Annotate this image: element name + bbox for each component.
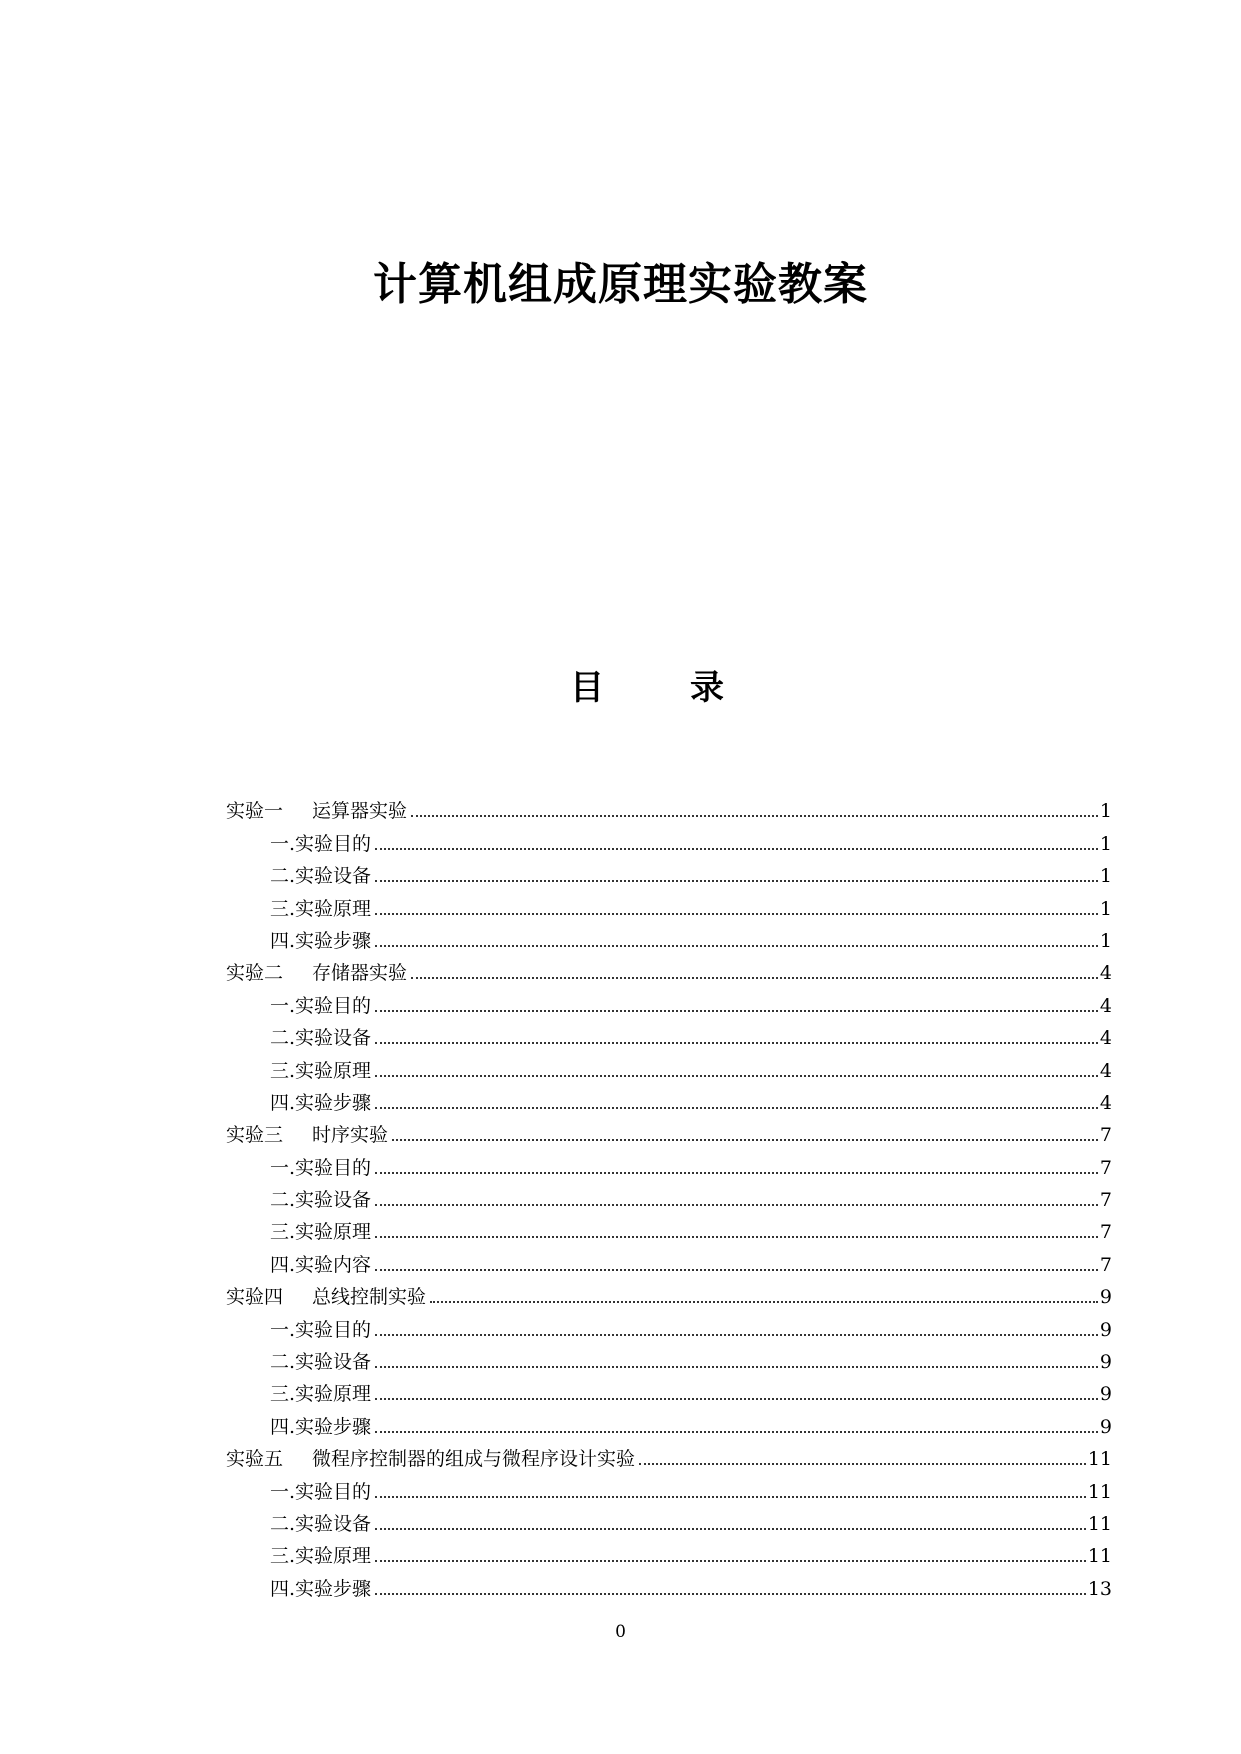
toc-entry-title: 四.实验步骤 — [270, 929, 372, 952]
toc-chapter-entry[interactable] — [226, 1114, 1112, 1146]
toc-page-number: 4 — [1099, 1091, 1112, 1114]
toc-entry-label — [270, 1319, 371, 1341]
toc-section-entry[interactable] — [226, 1017, 1112, 1049]
toc-section-entry[interactable] — [226, 1405, 1112, 1437]
toc-entry-label — [270, 1513, 371, 1535]
toc-entry-label — [270, 1157, 371, 1179]
toc-entry-title: 三.实验原理 — [270, 897, 372, 920]
toc-page-number: 4 — [1099, 1027, 1112, 1050]
toc-entry-title: 二.实验设备 — [270, 865, 372, 888]
toc-page-number: 7 — [1099, 1189, 1112, 1212]
toc-entry-label — [270, 1092, 371, 1114]
toc-entry-label — [226, 1448, 635, 1470]
table-of-contents — [226, 790, 1112, 1600]
toc-entry-label — [270, 1481, 371, 1503]
toc-chapter-entry[interactable] — [226, 790, 1112, 822]
toc-dot-leader — [375, 1041, 1098, 1044]
toc-page-number: 11 — [1087, 1448, 1112, 1471]
toc-entry-title: 总线控制实验 — [312, 1286, 427, 1309]
toc-entry-label — [270, 1383, 371, 1405]
toc-page-number: 1 — [1099, 929, 1112, 952]
toc-dot-leader — [375, 1333, 1098, 1336]
toc-entry-title: 时序实验 — [312, 1124, 389, 1147]
toc-page-number: 1 — [1099, 865, 1112, 888]
toc-page-number: 1 — [1099, 897, 1112, 920]
toc-heading-char-1: 目 — [570, 668, 604, 708]
toc-entry-title: 三.实验原理 — [270, 1059, 372, 1082]
toc-section-entry[interactable] — [226, 1211, 1112, 1243]
toc-entry-label — [226, 1286, 426, 1308]
toc-dot-leader — [411, 814, 1098, 817]
toc-entry-title: 一.实验目的 — [270, 1480, 372, 1503]
toc-section-entry[interactable] — [226, 1535, 1112, 1567]
toc-dot-leader — [375, 1203, 1098, 1206]
toc-page-number: 11 — [1087, 1512, 1112, 1535]
toc-section-entry[interactable] — [226, 1049, 1112, 1081]
toc-entry-label — [270, 995, 371, 1017]
document-title: 计算机组成原理实验教案 — [373, 259, 868, 310]
toc-section-entry[interactable] — [226, 1146, 1112, 1178]
toc-entry-label — [226, 962, 407, 984]
toc-section-entry[interactable] — [226, 1179, 1112, 1211]
toc-entry-title: 四.实验内容 — [270, 1253, 372, 1276]
toc-entry-title: 一.实验目的 — [270, 994, 372, 1017]
toc-dot-leader — [375, 1106, 1098, 1109]
toc-dot-leader — [375, 1365, 1098, 1368]
toc-dot-leader — [375, 1009, 1098, 1012]
toc-section-entry[interactable] — [226, 984, 1112, 1016]
toc-dot-leader — [375, 1268, 1098, 1271]
toc-entry-title: 三.实验原理 — [270, 1545, 372, 1568]
toc-dot-leader — [392, 1138, 1098, 1141]
toc-entry-label — [270, 898, 371, 920]
toc-entry-title: 一.实验目的 — [270, 1318, 372, 1341]
toc-entry-label — [226, 1124, 388, 1146]
toc-entry-title: 四.实验步骤 — [270, 1091, 372, 1114]
toc-page-number: 7 — [1099, 1221, 1112, 1244]
toc-entry-title: 四.实验步骤 — [270, 1577, 372, 1600]
toc-section-entry[interactable] — [226, 1308, 1112, 1340]
toc-entry-label — [270, 833, 371, 855]
toc-entry-label — [270, 930, 371, 952]
toc-entry-title: 三.实验原理 — [270, 1383, 372, 1406]
toc-dot-leader — [375, 1235, 1098, 1238]
toc-entry-title: 二.实验设备 — [270, 1189, 372, 1212]
toc-chapter-entry[interactable] — [226, 952, 1112, 984]
toc-dot-leader — [375, 1074, 1098, 1077]
toc-dot-leader — [375, 1592, 1086, 1595]
toc-chapter-number: 实验一 — [226, 800, 284, 823]
toc-entry-title: 微程序控制器的组成与微程序设计实验 — [312, 1448, 636, 1471]
toc-section-entry[interactable] — [226, 855, 1112, 887]
toc-entry-title: 一.实验目的 — [270, 1156, 372, 1179]
toc-dot-leader — [375, 1559, 1086, 1562]
toc-entry-label — [270, 1416, 371, 1438]
toc-chapter-number: 实验二 — [226, 962, 284, 985]
toc-dot-leader — [411, 976, 1098, 979]
toc-section-entry[interactable] — [226, 1243, 1112, 1275]
toc-page-number: 4 — [1099, 994, 1112, 1017]
page-number: 0 — [615, 1622, 626, 1642]
toc-page-number: 1 — [1099, 832, 1112, 855]
toc-section-entry[interactable] — [226, 1373, 1112, 1405]
toc-heading — [570, 660, 730, 708]
toc-entry-label — [270, 1027, 371, 1049]
toc-entry-label — [226, 800, 407, 822]
toc-page-number: 9 — [1099, 1383, 1112, 1406]
toc-entry-label — [270, 1221, 371, 1243]
toc-page-number: 11 — [1087, 1545, 1112, 1568]
toc-heading-char-2: 录 — [690, 668, 724, 708]
toc-page-number: 9 — [1099, 1318, 1112, 1341]
toc-page-number: 13 — [1087, 1577, 1112, 1600]
toc-dot-leader — [639, 1462, 1086, 1465]
toc-entry-title: 二.实验设备 — [270, 1351, 372, 1374]
toc-section-entry[interactable] — [226, 1082, 1112, 1114]
toc-dot-leader — [375, 1495, 1086, 1498]
toc-page-number: 9 — [1099, 1415, 1112, 1438]
toc-entry-label — [270, 1254, 371, 1276]
toc-section-entry[interactable] — [226, 1341, 1112, 1373]
toc-entry-label — [270, 1351, 371, 1373]
toc-chapter-number: 实验三 — [226, 1124, 284, 1147]
toc-entry-title: 运算器实验 — [312, 800, 408, 823]
toc-chapter-number: 实验四 — [226, 1286, 284, 1309]
toc-entry-title: 存储器实验 — [312, 962, 408, 985]
toc-chapter-entry[interactable] — [226, 1276, 1112, 1308]
toc-section-entry[interactable] — [226, 1470, 1112, 1502]
toc-page-number: 4 — [1099, 1059, 1112, 1082]
toc-entry-label — [270, 865, 371, 887]
toc-section-entry[interactable] — [226, 1503, 1112, 1535]
toc-chapter-entry[interactable] — [226, 1438, 1112, 1470]
toc-page-number: 7 — [1099, 1253, 1112, 1276]
toc-page-number: 11 — [1087, 1480, 1112, 1503]
toc-dot-leader — [375, 879, 1098, 882]
toc-dot-leader — [375, 1430, 1098, 1433]
toc-entry-title: 二.实验设备 — [270, 1512, 372, 1535]
toc-dot-leader — [375, 1171, 1098, 1174]
toc-dot-leader — [375, 912, 1098, 915]
toc-page-number: 7 — [1099, 1156, 1112, 1179]
toc-section-entry[interactable] — [226, 1567, 1112, 1599]
toc-entry-title: 三.实验原理 — [270, 1221, 372, 1244]
toc-dot-leader — [375, 944, 1098, 947]
toc-page-number: 7 — [1099, 1124, 1112, 1147]
toc-entry-title: 二.实验设备 — [270, 1027, 372, 1050]
toc-section-entry[interactable] — [226, 887, 1112, 919]
toc-entry-label — [270, 1578, 371, 1600]
toc-section-entry[interactable] — [226, 822, 1112, 854]
toc-page-number: 9 — [1099, 1351, 1112, 1374]
toc-dot-leader — [375, 1527, 1086, 1530]
toc-entry-label — [270, 1189, 371, 1211]
toc-section-entry[interactable] — [226, 920, 1112, 952]
toc-dot-leader — [375, 1397, 1098, 1400]
toc-page-number: 1 — [1099, 800, 1112, 823]
toc-entry-label — [270, 1545, 371, 1567]
toc-dot-leader — [375, 847, 1098, 850]
toc-entry-label — [270, 1060, 371, 1082]
toc-dot-leader — [430, 1300, 1098, 1303]
toc-entry-title: 四.实验步骤 — [270, 1415, 372, 1438]
toc-entry-title: 一.实验目的 — [270, 832, 372, 855]
toc-page-number: 4 — [1099, 962, 1112, 985]
toc-page-number: 9 — [1099, 1286, 1112, 1309]
toc-chapter-number: 实验五 — [226, 1448, 284, 1471]
